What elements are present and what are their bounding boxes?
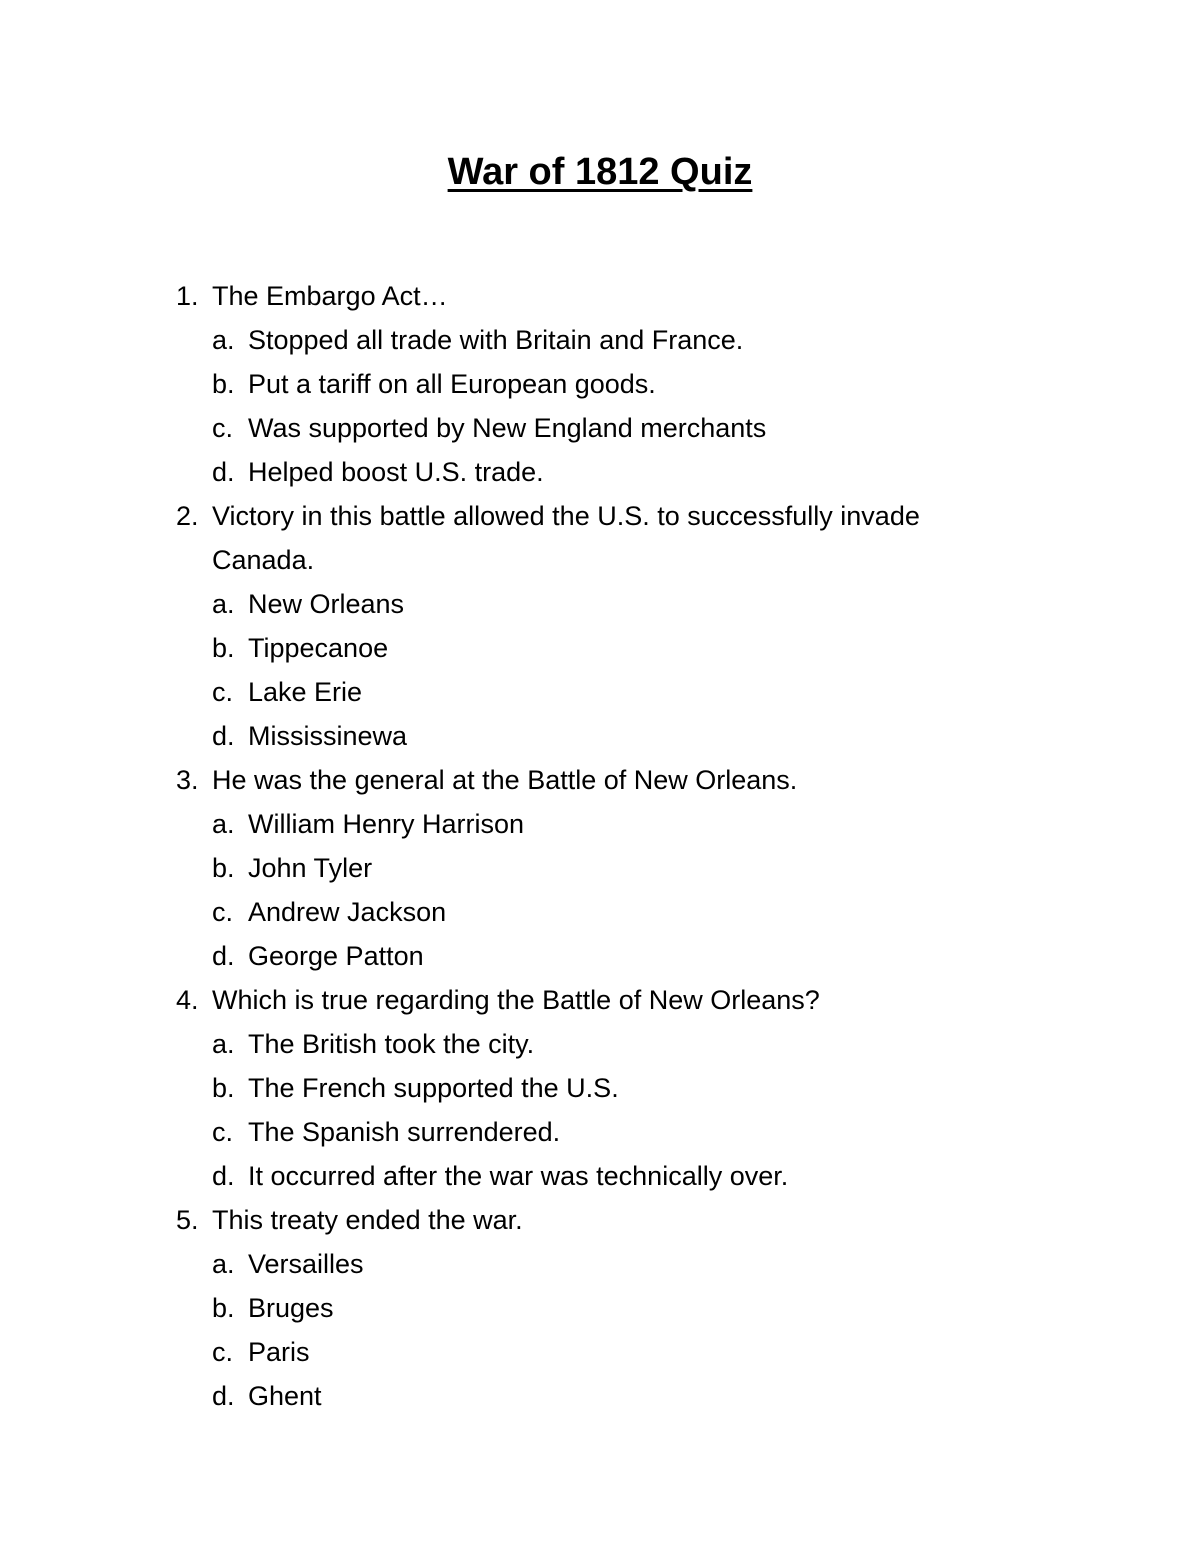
option-text: Stopped all trade with Britain and France.	[248, 325, 744, 355]
option-text: New Orleans	[248, 589, 405, 619]
quiz-list	[176, 274, 1036, 1418]
question-number: 2.	[176, 501, 199, 531]
option-letter: d.	[212, 457, 235, 487]
option-letter: a.	[212, 809, 235, 839]
option-text: The British took the city.	[248, 1029, 535, 1059]
question-text: He was the general at the Battle of New Orleans.	[212, 765, 798, 795]
question-text: The Embargo Act…	[212, 281, 448, 311]
question-2	[176, 494, 1036, 758]
option-text: William Henry Harrison	[248, 809, 525, 839]
option-text: Helped boost U.S. trade.	[248, 457, 544, 487]
answer-option-b	[176, 846, 1036, 890]
question-3	[176, 758, 1036, 978]
option-text: It occurred after the war was technically over.	[248, 1161, 789, 1191]
option-text: Ghent	[248, 1381, 322, 1411]
option-text: George Patton	[248, 941, 424, 971]
option-letter: b.	[212, 853, 235, 883]
answer-option-a	[176, 582, 1036, 626]
option-letter: d.	[212, 1161, 235, 1191]
question-number: 5.	[176, 1205, 199, 1235]
answer-option-d	[176, 1154, 1036, 1198]
option-letter: c.	[212, 413, 234, 443]
answer-option-a	[176, 318, 1036, 362]
option-letter: d.	[212, 721, 235, 751]
option-letter: c.	[212, 897, 234, 927]
answer-option-d	[176, 450, 1036, 494]
option-letter: a.	[212, 589, 235, 619]
question-text: Victory in this battle allowed the U.S. to successfully invade Canada.	[212, 501, 920, 575]
option-text: The French supported the U.S.	[248, 1073, 619, 1103]
answer-option-d	[176, 1374, 1036, 1418]
option-text: Bruges	[248, 1293, 334, 1323]
question-4	[176, 978, 1036, 1198]
option-text: Put a tariff on all European goods.	[248, 369, 656, 399]
option-text: The Spanish surrendered.	[248, 1117, 561, 1147]
option-letter: a.	[212, 1249, 235, 1279]
question-text: Which is true regarding the Battle of New Orleans?	[212, 985, 820, 1015]
question-text: This treaty ended the war.	[212, 1205, 523, 1235]
page-title: War of 1812 Quiz	[447, 151, 753, 193]
option-letter: a.	[212, 1029, 235, 1059]
option-text: Tippecanoe	[248, 633, 389, 663]
answer-option-b	[176, 626, 1036, 670]
option-letter: b.	[212, 1073, 235, 1103]
option-text: Mississinewa	[248, 721, 408, 751]
option-letter: b.	[212, 369, 235, 399]
answer-option-b	[176, 1066, 1036, 1110]
answer-option-d	[176, 934, 1036, 978]
option-letter: b.	[212, 1293, 235, 1323]
answer-option-a	[176, 802, 1036, 846]
answer-option-c	[176, 670, 1036, 714]
option-text: Andrew Jackson	[248, 897, 447, 927]
question-number: 1.	[176, 281, 199, 311]
option-letter: b.	[212, 633, 235, 663]
question-1	[176, 274, 1036, 494]
answer-option-c	[176, 890, 1036, 934]
answer-option-c	[176, 1110, 1036, 1154]
question-5	[176, 1198, 1036, 1418]
option-text: John Tyler	[248, 853, 373, 883]
option-letter: c.	[212, 1337, 234, 1367]
answer-option-b	[176, 1286, 1036, 1330]
option-text: Paris	[248, 1337, 310, 1367]
option-text: Was supported by New England merchants	[248, 413, 767, 443]
answer-option-d	[176, 714, 1036, 758]
option-text: Lake Erie	[248, 677, 363, 707]
option-letter: d.	[212, 941, 235, 971]
option-letter: a.	[212, 325, 235, 355]
option-letter: c.	[212, 1117, 234, 1147]
option-letter: d.	[212, 1381, 235, 1411]
answer-option-c	[176, 1330, 1036, 1374]
answer-option-a	[176, 1242, 1036, 1286]
option-letter: c.	[212, 677, 234, 707]
option-text: Versailles	[248, 1249, 364, 1279]
answer-option-a	[176, 1022, 1036, 1066]
question-number: 3.	[176, 765, 199, 795]
answer-option-c	[176, 406, 1036, 450]
answer-option-b	[176, 362, 1036, 406]
question-number: 4.	[176, 985, 199, 1015]
